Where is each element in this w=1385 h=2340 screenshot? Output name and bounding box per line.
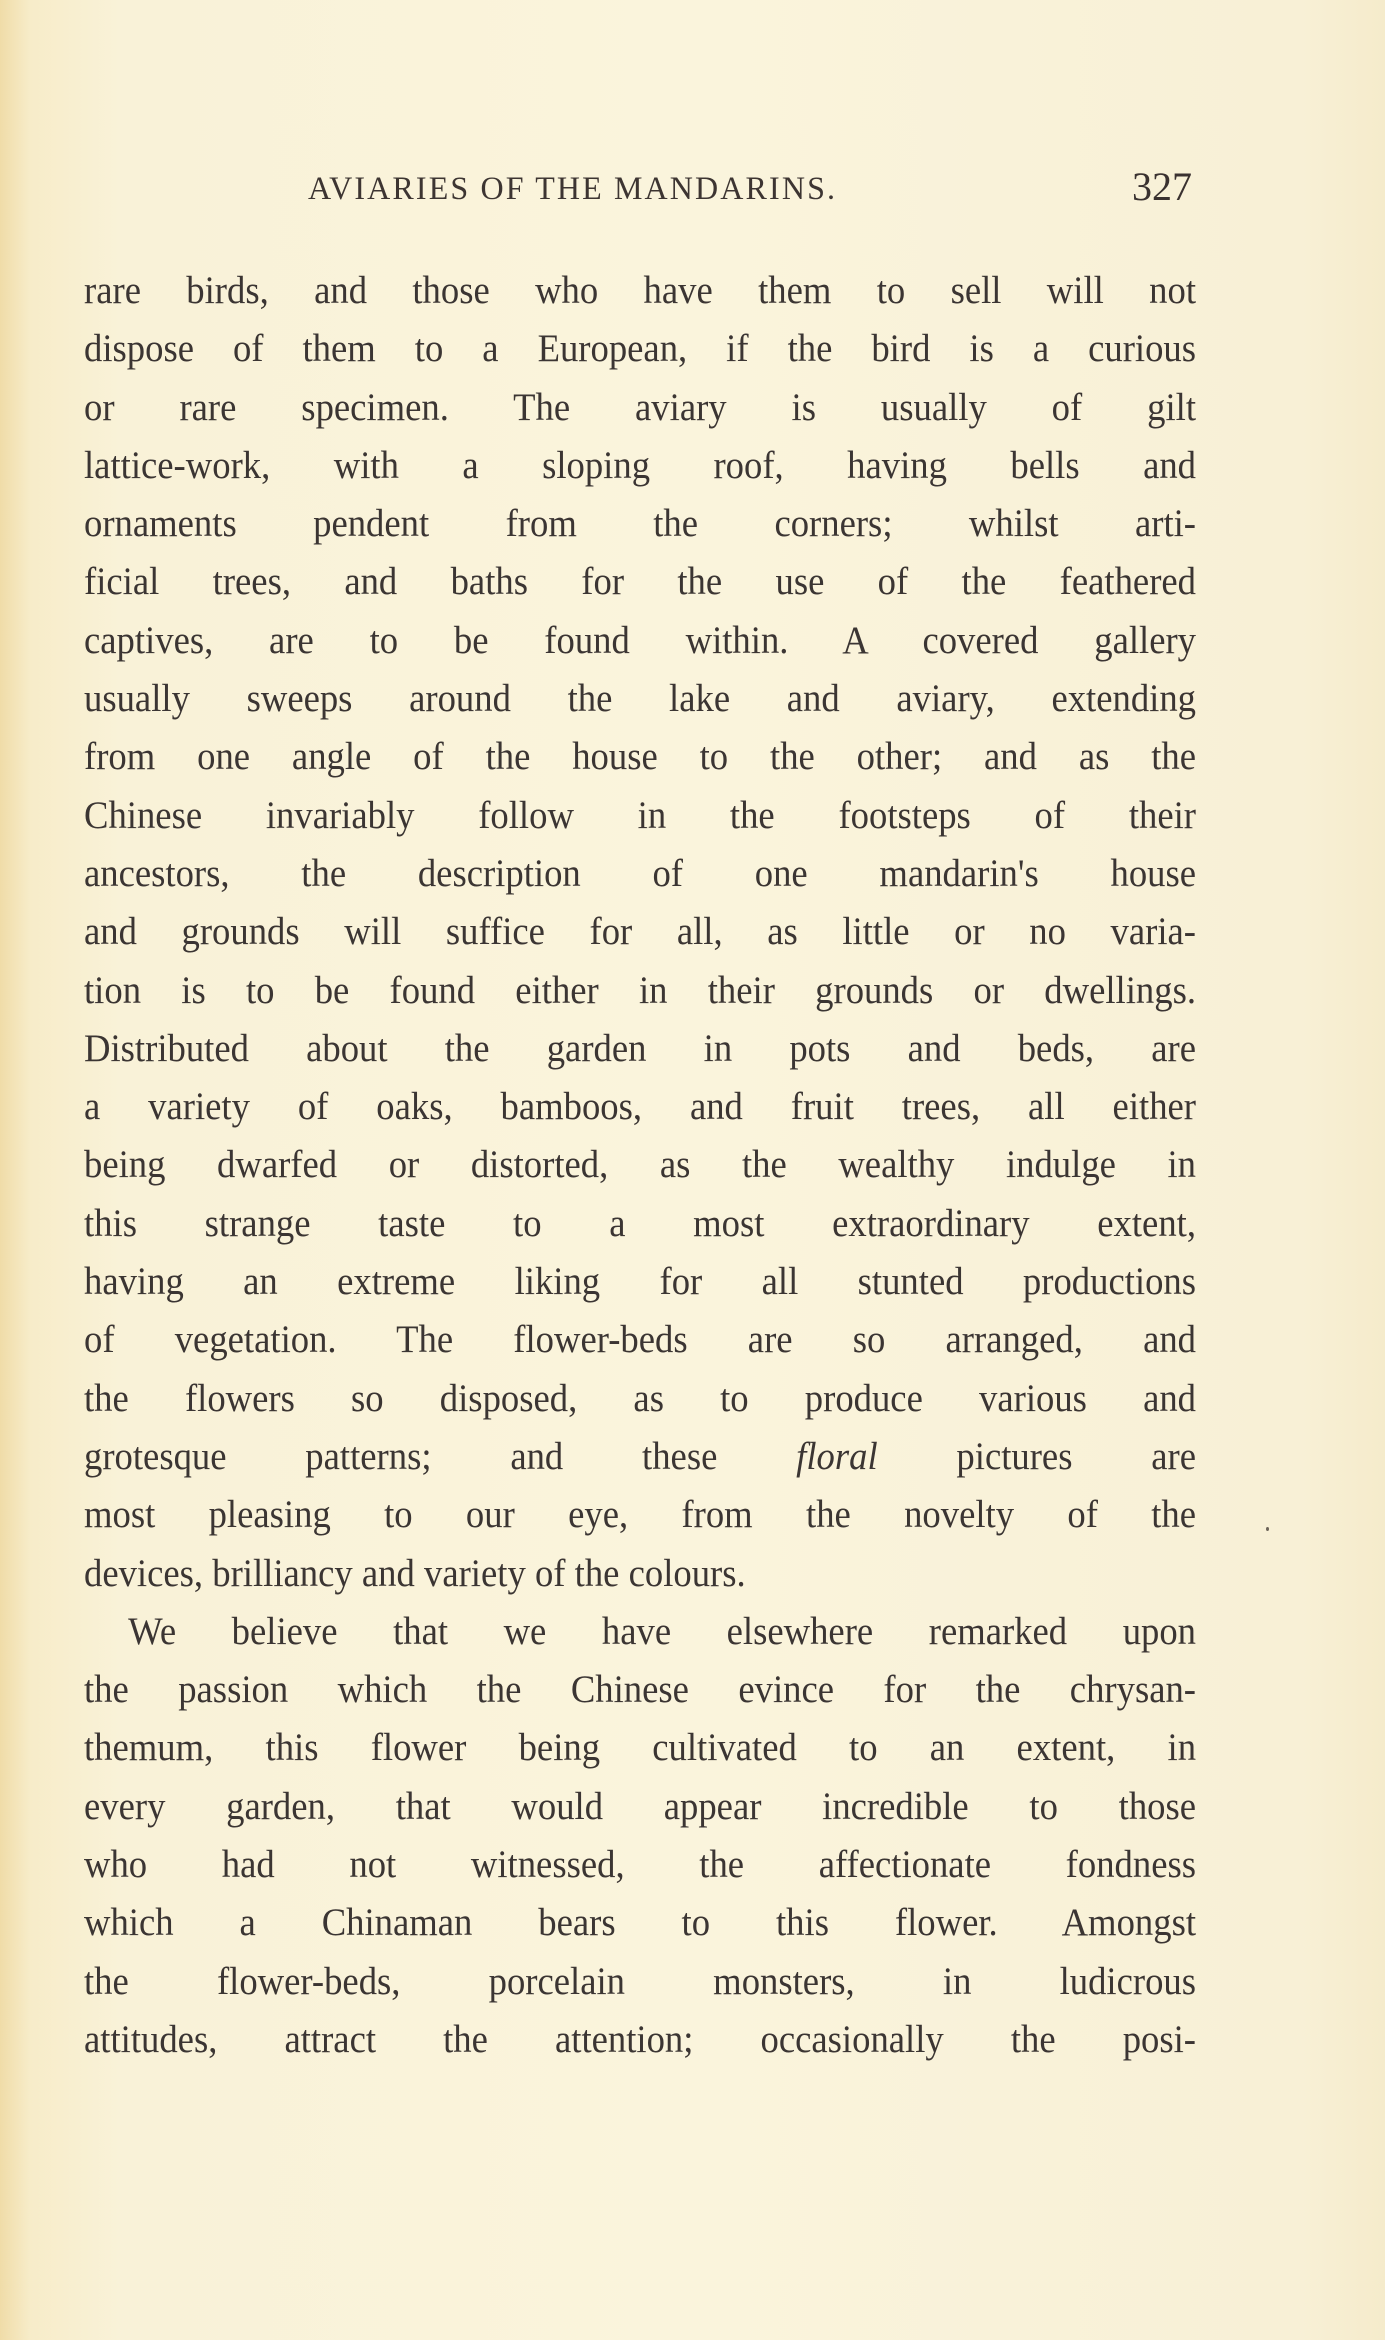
page-header: [300, 163, 1192, 213]
text-line: every garden, that would appear incredible to those: [84, 1784, 1197, 1828]
text-line: from one angle of the house to the other; and as the: [84, 735, 1197, 779]
text-line: this strange taste to a most extraordinary extent,: [84, 1201, 1197, 1245]
text-line: themum, this flower being cultivated to an extent, in: [84, 1726, 1197, 1770]
text-line: We believe that we have elsewhere remarked upon: [128, 1609, 1197, 1653]
page-number: 327: [1132, 164, 1192, 209]
text-line: the flower-beds, porcelain monsters, in ludicrous: [84, 1959, 1197, 2003]
text-run: pictures are: [877, 1434, 1197, 1478]
text-run: grotesque patterns; and these: [84, 1434, 797, 1478]
body-text: [84, 262, 1196, 2069]
paragraph-2: [84, 1603, 1196, 2069]
text-line: and grounds will suffice for all, as little or no varia-: [84, 910, 1197, 954]
text-line: lattice-work, with a sloping roof, having bells and: [84, 443, 1197, 487]
text-line: a variety of oaks, bamboos, and fruit trees, all either: [84, 1085, 1197, 1129]
text-line: Chinese invariably follow in the footsteps of their: [84, 793, 1197, 837]
text-line: the flowers so disposed, as to produce various and: [84, 1376, 1197, 1420]
text-line: Distributed about the garden in pots and beds, are: [84, 1026, 1197, 1070]
text-line: captives, are to be found within. A covered gallery: [84, 618, 1197, 662]
text-line: of vegetation. The flower-beds are so arranged, and: [84, 1318, 1197, 1362]
text-line-with-italic: [84, 1428, 1196, 1486]
text-line: dispose of them to a European, if the bird is a curious: [84, 327, 1197, 371]
text-line: tion is to be found either in their grounds or dwellings.: [84, 968, 1197, 1012]
paragraph-1: [84, 262, 1196, 1603]
text-line: devices, brilliancy and variety of the colours.: [84, 1551, 746, 1595]
text-line: most pleasing to our eye, from the novelty of the: [84, 1493, 1197, 1537]
text-line: who had not witnessed, the affectionate fondness: [84, 1843, 1197, 1887]
text-line: or rare specimen. The aviary is usually of gilt: [84, 385, 1197, 429]
text-line: rare birds, and those who have them to sell will not: [84, 269, 1197, 312]
text-line: the passion which the Chinese evince for the chrysan-: [84, 1668, 1197, 1712]
text-line: ornaments pendent from the corners; whilst arti-: [84, 502, 1197, 546]
text-line: which a Chinaman bears to this flower. Amongst: [84, 1901, 1197, 1945]
text-line: having an extreme liking for all stunted productions: [84, 1260, 1197, 1304]
italic-word: floral: [796, 1434, 878, 1478]
running-title: AVIARIES OF THE MANDARINS.: [308, 171, 838, 207]
text-line: being dwarfed or distorted, as the wealthy indulge in: [84, 1143, 1197, 1187]
text-line: ficial trees, and baths for the use of the feathered: [84, 560, 1197, 604]
text-line: ancestors, the description of one mandarin's house: [84, 851, 1197, 895]
paper-speck: [1266, 1527, 1269, 1531]
text-line: usually sweeps around the lake and aviary, extending: [84, 677, 1197, 721]
text-line: attitudes, attract the attention; occasionally the posi-: [84, 2017, 1197, 2061]
